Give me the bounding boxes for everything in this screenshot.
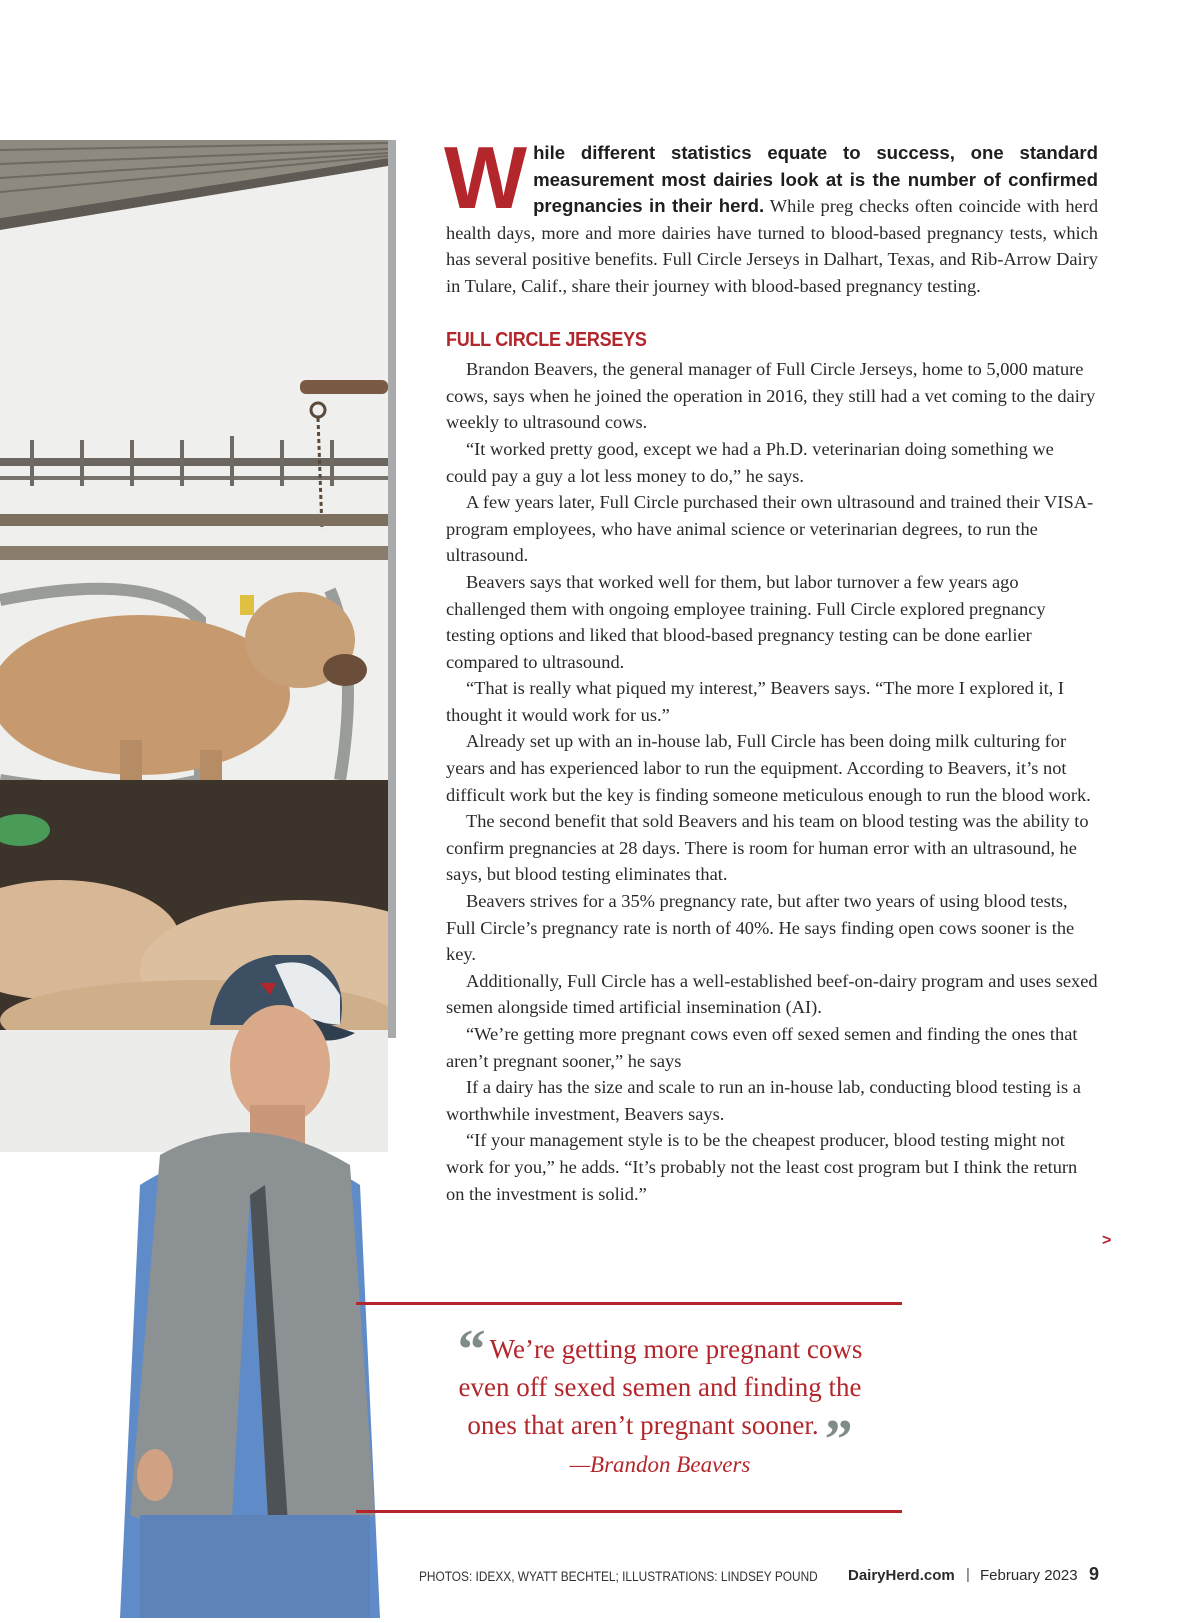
pullquote	[440, 1319, 880, 1484]
barn-photo-image	[0, 140, 388, 1030]
body-paragraph: Beavers says that worked well for them, but labor turnover a few years ago challenged them with ongoing employee training. Full Circle explored pregnancy testing options and liked that blood-based pregnancy testing can be done earlier compared to ultrasound.	[446, 571, 1046, 672]
body-paragraph: A few years later, Full Circle purchased their own ultrasound and trained their VISA-program employees, who have animal science or veterinarian degrees, to run the ultrasound.	[446, 492, 1094, 566]
lead-text: While preg checks often coincide with herd health days, more and more dairies have turned to blood-based pregnancy tests, which has several positive benefits. Full Circle Jerseys in Dalhart, Texas, and Rib-Arrow Dairy in Tulare, Calif., share their journey with blood-based pregnancy testing.	[446, 196, 1099, 296]
page-footer	[0, 1566, 1200, 1590]
drop-cap: W	[444, 128, 528, 227]
body-paragraph: The second benefit that sold Beavers and his team on blood testing was the ability to confirm pregnancies at 28 days. There is room for human error with an ultrasound, he says, but blood testing eliminates that.	[446, 811, 1089, 885]
issue-date: February 2023	[980, 1567, 1078, 1584]
page-number: 9	[1089, 1564, 1100, 1584]
footer-separator: |	[966, 1566, 970, 1583]
body-paragraph: “That is really what piqued my interest,” Beavers says. “The more I explored it, I thought it would work for us.”	[446, 678, 1065, 725]
photo-credits: PHOTOS: IDEXX, WYATT BECHTEL; ILLUSTRATIONS: LINDSEY POUND	[419, 1569, 818, 1584]
pullquote-text: We’re getting more pregnant cows even off sexed semen and finding the ones that aren’t pregnant sooner.	[458, 1334, 863, 1440]
body-paragraph: Beavers strives for a 35% pregnancy rate, but after two years of using blood tests, Full Circle’s pregnancy rate is north of 40%. He says finding open cows sooner is the key.	[446, 891, 1075, 965]
lead-bold-text: hile different statistics equate to success, one standard measurement most dairies look at is the number of confirmed pregnancies in their herd.	[533, 142, 1098, 217]
body-paragraph: “If your management style is to be the cheapest producer, blood testing might not work for you,” he adds. “It’s probably not the least cost program but I think the return on the investment is solid.”	[446, 1130, 1078, 1204]
intro-paragraph	[444, 128, 1099, 300]
body-paragraph: Brandon Beavers, the general manager of Full Circle Jerseys, home to 5,000 mature cows, says when he joined the operation in 2016, they still had a vet coming to the dairy weekly to ultrasound cows.	[446, 359, 1096, 433]
pullquote-rule-top	[356, 1302, 902, 1305]
continue-arrow-icon: >	[1102, 1232, 1112, 1249]
pullquote-attribution: —Brandon Beavers	[569, 1452, 751, 1477]
pullquote-rule-bottom	[356, 1510, 902, 1513]
body-paragraph: If a dairy has the size and scale to run an in-house lab, conducting blood testing is a worthwhile investment, Beavers says.	[446, 1077, 1081, 1124]
section-heading: FULL CIRCLE JERSEYS	[446, 328, 647, 351]
body-paragraph: Already set up with an in-house lab, Full Circle has been doing milk culturing for years and has experienced labor to run the equipment. According to Beavers, it’s not difficult work but the key is finding someone meticulous enough to run the blood work.	[446, 731, 1091, 805]
close-quote-icon: ”	[824, 1409, 853, 1471]
body-paragraph: “We’re getting more pregnant cows even off sexed semen and finding the ones that aren’t pregnant sooner,” he says	[446, 1024, 1078, 1071]
site-name: DairyHerd.com	[848, 1567, 955, 1584]
body-paragraph: “It worked pretty good, except we had a Ph.D. veterinarian doing something we could pay a guy a lot less money to do,” he says.	[446, 438, 1054, 486]
open-quote-icon: “	[457, 1319, 486, 1381]
person-photo	[100, 955, 400, 1618]
body-paragraph: Additionally, Full Circle has a well-established beef-on-dairy program and uses sexed semen alongside timed artificial insemination (AI).	[446, 970, 1098, 1018]
article-body	[444, 128, 1099, 1207]
